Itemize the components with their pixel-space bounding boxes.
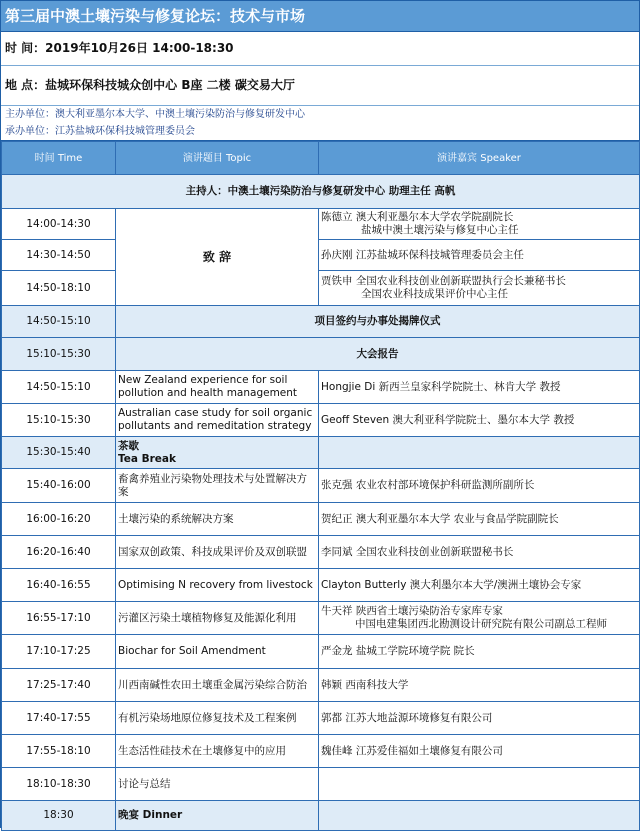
row-time: 14:50-15:10 [2,371,116,404]
row-speaker [319,271,640,306]
speaker-line-2: 盐城中澳土壤污染与修复中心主任 [361,224,519,236]
table-row [2,404,640,437]
speaker-line-1: 贾铁申 全国农业科技创业创新联盟执行会长兼秘书长 [321,275,566,287]
table-row [2,209,640,240]
row-time: 14:50-15:10 [2,306,116,338]
row-time: 16:40-16:55 [2,569,116,602]
row-time: 16:55-17:10 [2,602,116,635]
row-topic: 有机污染场地原位修复技术及工程案例 [116,702,319,735]
row-speaker: 严金龙 盐城工学院环境学院 院长 [319,635,640,669]
row-time: 16:00-16:20 [2,503,116,536]
page-title: 第三届中澳土壤污染与修复论坛：技术与市场 [1,1,639,32]
dinner-row [2,801,640,831]
row-speaker: 郭都 江苏大地益源环境修复有限公司 [319,702,640,735]
place-line: 地 点：盐城环保科技城众创中心 B座 二楼 碳交易大厅 [1,66,639,106]
tea-break-row [2,437,640,469]
row-time: 14:50-18:10 [2,271,116,306]
row-topic: New Zealand experience for soil pollution and health management [116,371,319,404]
col-time-header: 时间 Time [2,142,116,175]
row-topic: 讨论与总结 [116,768,319,801]
table-row [2,271,640,306]
table-row [2,702,640,735]
dinner-label: 晚宴 Dinner [116,801,319,831]
row-speaker: 魏佳峰 江苏爱佳福如土壤修复有限公司 [319,735,640,768]
report-row [2,338,640,371]
table-row [2,240,640,271]
row-time: 18:30 [2,801,116,831]
col-topic-header: 演讲题目 Topic [116,142,319,175]
col-speaker-header: 演讲嘉宾 Speaker [319,142,640,175]
speaker-line-2: 全国农业科技成果评价中心主任 [361,288,508,300]
table-row [2,503,640,536]
row-time: 14:30-14:50 [2,240,116,271]
row-time: 17:25-17:40 [2,669,116,702]
row-speaker: Hongjie Di 新西兰皇家科学院院士、林肯大学 教授 [319,371,640,404]
empty-cell [319,801,640,831]
row-time: 15:10-15:30 [2,338,116,371]
ceremony-label: 项目签约与办事处揭牌仪式 [116,306,640,338]
row-time: 14:00-14:30 [2,209,116,240]
row-time: 15:40-16:00 [2,469,116,503]
empty-cell [319,437,640,469]
row-topic: 畜禽养殖业污染物处理技术与处置解决方案 [116,469,319,503]
row-topic: Biochar for Soil Amendment [116,635,319,669]
host-line: 主办单位：澳大利亚墨尔本大学、中澳土壤污染防治与修复研发中心 [5,109,305,120]
row-speaker: 韩颖 西南科技大学 [319,669,640,702]
opening-topic: 致 辞 [116,209,319,306]
time-line: 时 间：2019年10月26日 14:00-18:30 [1,32,639,66]
table-row [2,735,640,768]
row-topic: 国家双创政策、科技成果评价及双创联盟 [116,536,319,569]
table-header [2,142,640,175]
row-topic: 生态活性硅技术在土壤修复中的应用 [116,735,319,768]
agenda-table [1,141,640,831]
row-speaker [319,602,640,635]
row-topic: 川西南碱性农田土壤重金属污染综合防治 [116,669,319,702]
row-speaker [319,209,640,240]
speaker-line-1: 陈德立 澳大利亚墨尔本大学农学院副院长 [321,211,514,223]
speaker-line-2: 中国电建集团西北勘测设计研究院有限公司副总工程师 [355,618,607,630]
row-time: 17:40-17:55 [2,702,116,735]
table-row [2,768,640,801]
table-row [2,371,640,404]
tea-break-label [116,437,319,469]
ceremony-row [2,306,640,338]
row-time: 18:10-18:30 [2,768,116,801]
table-row [2,536,640,569]
row-speaker: 张克强 农业农村部环境保护科研监测所副所长 [319,469,640,503]
row-time: 15:10-15:30 [2,404,116,437]
table-row [2,669,640,702]
table-row [2,635,640,669]
row-topic: 污灌区污染土壤植物修复及能源化利用 [116,602,319,635]
row-speaker: Clayton Butterly 澳大利墨尔本大学/澳洲土壤协会专家 [319,569,640,602]
row-time: 15:30-15:40 [2,437,116,469]
report-label: 大会报告 [116,338,640,371]
speaker-line-1: 牛天祥 陕西省土壤污染防治专家库专家 [321,605,503,617]
moderator-text: 主持人：中澳土壤污染防治与修复研发中心 助理主任 高帆 [2,175,640,209]
row-topic: Optimising N recovery from livestock [116,569,319,602]
row-topic: 土壤污染的系统解决方案 [116,503,319,536]
row-time: 17:55-18:10 [2,735,116,768]
row-topic: Australian case study for soil organic pollutants and remeditation strategy [116,404,319,437]
tea-label-en: Tea Break [118,452,177,465]
table-row [2,602,640,635]
moderator-row [2,175,640,209]
row-speaker: 孙庆刚 江苏盐城环保科技城管理委员会主任 [319,240,640,271]
tea-label-cn: 茶歇 [118,439,139,452]
row-speaker: Geoff Steven 澳大利亚科学院院士、墨尔本大学 教授 [319,404,640,437]
row-time: 16:20-16:40 [2,536,116,569]
organizer-line: 承办单位：江苏盐城环保科技城管理委员会 [1,123,639,141]
table-row [2,569,640,602]
row-speaker [319,768,640,801]
row-time: 17:10-17:25 [2,635,116,669]
table-row [2,469,640,503]
row-speaker: 贺纪正 澳大利亚墨尔本大学 农业与食品学院副院长 [319,503,640,536]
row-speaker: 李同斌 全国农业科技创业创新联盟秘书长 [319,536,640,569]
